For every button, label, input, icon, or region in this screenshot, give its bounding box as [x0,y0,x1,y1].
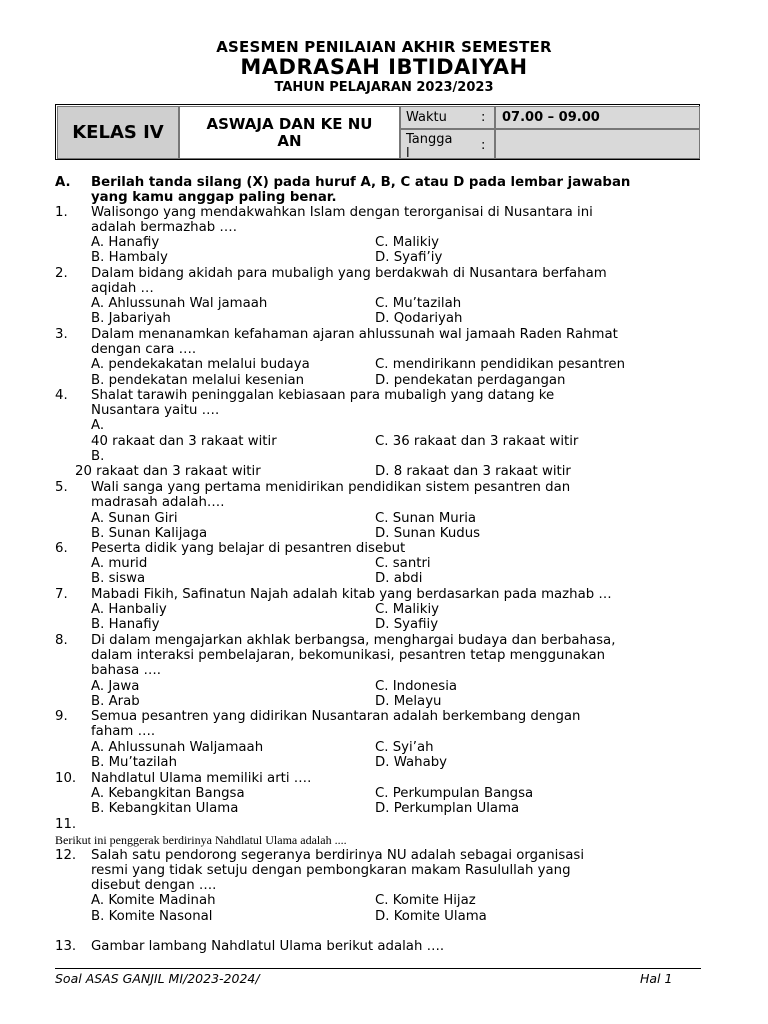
option-c: C. Perkumpulan Bangsa [375,786,534,801]
option-a: A. murid [91,556,148,571]
option-a: A. Hanafiy [91,235,160,250]
option-b: B. Kebangkitan Ulama [91,801,239,816]
question-text: Walisongo yang mendakwahkan Islam dengan terorganisai di Nusantara ini [91,205,593,220]
question-text: Salah satu pendorong segeranya berdirinya NU adalah sebagai organisasi [91,848,585,863]
option-d: D. 8 rakaat dan 3 rakaat witir [375,464,571,479]
option-c: C. Syi’ah [375,740,434,755]
question-text: Nahdlatul Ulama memiliki arti …. [91,771,312,786]
subject-cell [179,106,400,159]
option-c: C. Mu’tazilah [375,296,462,311]
date-label-cell [400,129,495,159]
option-b: B. pendekatan melalui kesenian [91,373,305,388]
question-text: Berikut ini penggerak berdirinya Nahdlatul Ulama adalah .... [55,833,347,847]
question-number: 3. [55,327,68,342]
question-number: 5. [55,480,68,495]
option-a: A. Komite Madinah [91,893,216,908]
question-text: faham …. [91,724,156,739]
option-d: D. Syafi’iy [375,250,443,265]
info-table [55,104,700,160]
option-a-marker: A. [91,418,105,433]
question-text: madrasah adalah…. [91,495,225,510]
option-b: B. Hambaly [91,250,168,265]
option-d: D. pendekatan perdagangan [375,373,566,388]
footer-divider [55,968,701,969]
question-text: disebut dengan …. [91,878,217,893]
question-number: 8. [55,633,68,648]
option-b: B. Sunan Kalijaga [91,526,208,541]
option-d: D. Wahaby [375,755,448,770]
option-d: D. Syafiiy [375,617,439,632]
question-text: Gambar lambang Nahdlatul Ulama berikut adalah …. [91,939,445,954]
option-d: D. abdi [375,571,423,586]
question-text: dengan cara …. [91,342,197,357]
option-c: C. Komite Hijaz [375,893,476,908]
option-a: A. Ahlussunah Waljamaah [91,740,264,755]
question-text: Nusantara yaitu …. [91,403,220,418]
option-b-marker: B. [91,449,105,464]
option-b: B. siswa [91,571,146,586]
footer-left: Soal ASAS GANJIL MI/2023-2024/ [55,971,260,986]
date-label-line-2: l [406,146,410,161]
subject-line-2: AN [277,132,302,150]
question-text: bahasa …. [91,663,161,678]
question-text: Peserta didik yang belajar di pesantren disebut [91,541,406,556]
question-number: 1. [55,205,68,220]
date-label-line-1: Tangga [406,132,453,147]
time-value-cell: 07.00 – 09.00 [495,106,700,129]
option-c: C. Indonesia [375,679,458,694]
question-text: Shalat tarawih peninggalan kebiasaan para mubaligh yang datang ke [91,388,555,403]
option-d: D. Komite Ulama [375,909,487,924]
question-number: 11. [55,817,77,832]
question-text: Dalam menanamkan kefahaman ajaran ahlussunah wal jamaah Raden Rahmat [91,327,618,342]
question-number: 9. [55,709,68,724]
question-number: 2. [55,266,68,281]
question-number: 7. [55,587,68,602]
option-a: 40 rakaat dan 3 rakaat witir [91,434,277,449]
question-text: Dalam bidang akidah para mubaligh yang berdakwah di Nusantara berfaham [91,266,607,281]
exam-title: ASESMEN PENILAIAN AKHIR SEMESTER [216,38,552,56]
instruction-line-1: Berilah tanda silang (X) pada huruf A, B, C atau D pada lembar jawaban [91,175,631,190]
option-b: B. Jabariyah [91,311,171,326]
option-d: D. Melayu [375,694,442,709]
question-number: 10. [55,771,77,786]
option-a: A. Ahlussunah Wal jamaah [91,296,268,311]
date-value-cell [495,129,700,159]
question-text: Semua pesantren yang didirikan Nusantaran adalah berkembang dengan [91,709,581,724]
option-c: C. 36 rakaat dan 3 rakaat witir [375,434,579,449]
question-text: aqidah … [91,281,154,296]
time-label-cell [400,106,495,129]
option-b: B. Arab [91,694,140,709]
option-c: C. Malikiy [375,235,440,250]
question-text: Wali sanga yang pertama menidirikan pendidikan sistem pesantren dan [91,480,571,495]
question-text: resmi yang tidak setuju dengan pembongkaran makam Rasulullah yang [91,863,571,878]
option-b: B. Komite Nasonal [91,909,213,924]
subject-line-1: ASWAJA DAN KE NU [206,115,373,133]
option-b: 20 rakaat dan 3 rakaat witir [75,464,261,479]
option-d: D. Sunan Kudus [375,526,481,541]
question-number: 4. [55,388,68,403]
option-b: B. Hanafiy [91,617,160,632]
question-number: 6. [55,541,68,556]
option-d: D. Perkumplan Ulama [375,801,520,816]
question-number: 12. [55,848,77,863]
option-a: A. pendekakatan melalui budaya [91,357,310,372]
question-text: dalam interaksi pembelajaran, bekomunikasi, pesantren tetap menggunakan [91,648,606,663]
school-name: MADRASAH IBTIDAIYAH [240,55,528,79]
question-text: Di dalam mengajarkan akhlak berbangsa, menghargai budaya dan berbahasa, [91,633,616,648]
time-label: Waktu [406,110,447,125]
academic-year: TAHUN PELAJARAN 2023/2023 [274,80,494,95]
date-colon: : [481,138,486,153]
option-c: C. Malikiy [375,602,440,617]
question-number: 13. [55,939,77,954]
option-a: A. Kebangkitan Bangsa [91,786,245,801]
class-cell: KELAS IV [57,106,179,159]
instruction-line-2: yang kamu anggap paling benar. [91,190,337,205]
option-a: A. Jawa [91,679,140,694]
question-text: Mabadi Fikih, Safinatun Najah adalah kitab yang berdasarkan pada mazhab … [91,587,612,602]
option-d: D. Qodariyah [375,311,463,326]
option-a: A. Hanbaliy [91,602,167,617]
option-c: C. mendirikann pendidikan pesantren [375,357,625,372]
time-colon: : [481,110,486,125]
option-c: C. santri [375,556,431,571]
option-c: C. Sunan Muria [375,511,477,526]
option-a: A. Sunan Giri [91,511,178,526]
option-b: B. Mu’tazilah [91,755,178,770]
question-text: adalah bermazhab …. [91,220,237,235]
instruction-marker: A. [55,175,71,190]
page-number: Hal 1 [640,971,673,986]
